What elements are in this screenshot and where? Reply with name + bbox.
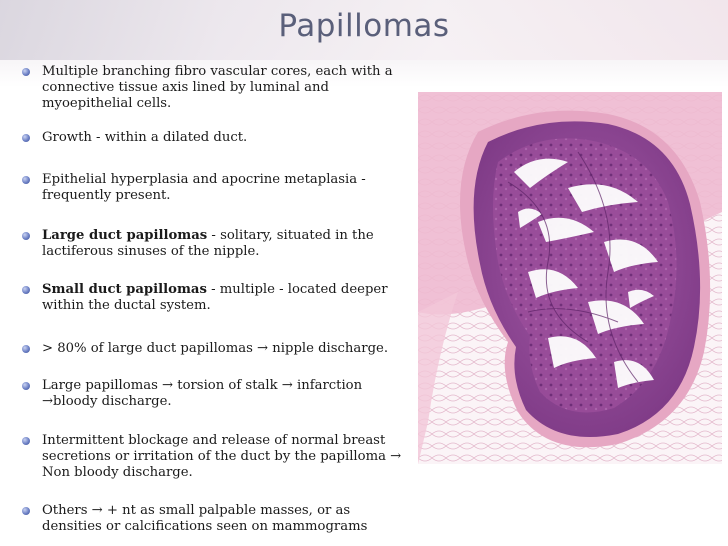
bullet-dot-icon xyxy=(22,382,30,390)
bullet-dot-icon xyxy=(22,232,30,240)
bullet-text: > 80% of large duct papillomas → nipple discharge. xyxy=(42,341,389,356)
bullet-item xyxy=(22,341,406,357)
bullet-dot-icon xyxy=(22,68,30,76)
bullet-dot-icon xyxy=(22,345,30,353)
bullet-text: Large papillomas → torsion of stalk → infarction →bloody discharge. xyxy=(42,378,363,409)
bullet-text: - solitary, situated in the lactiferous sinuses of the nipple. xyxy=(42,228,374,259)
bullet-text: Intermittent blockage and release of normal breast secretions or irritation of the duct by the papilloma → Non bloody discharge. xyxy=(42,433,402,480)
bullet-item xyxy=(22,64,406,112)
bullet-text: Growth - within a dilated duct. xyxy=(42,130,248,145)
slide-title: Papillomas xyxy=(278,8,450,44)
bullet-item xyxy=(22,172,406,204)
bullet-item xyxy=(22,503,406,535)
bullet-term: Small duct papillomas xyxy=(42,282,207,297)
papilloma-histology-image xyxy=(418,92,722,464)
bullet-term: Large duct papillomas xyxy=(42,228,208,243)
bullet-item xyxy=(22,130,406,146)
bullet-dot-icon xyxy=(22,286,30,294)
histology-micrograph xyxy=(418,92,722,464)
bullet-item xyxy=(22,433,406,481)
bullet-item xyxy=(22,228,406,260)
bullet-item xyxy=(22,282,406,314)
bullet-text: Multiple branching fibro vascular cores, each with a connective tissue axis lined by luminal and myoepithelial cells. xyxy=(42,64,393,111)
bullet-dot-icon xyxy=(22,507,30,515)
bullet-text: Others → + nt as small palpable masses, or as densities or calcifications seen on mammograms xyxy=(42,503,368,534)
bullet-dot-icon xyxy=(22,437,30,445)
bullet-text: - multiple - located deeper within the ductal system. xyxy=(42,282,388,313)
bullet-text: Epithelial hyperplasia and apocrine metaplasia - frequently present. xyxy=(42,172,366,203)
bullet-dot-icon xyxy=(22,134,30,142)
bullet-item xyxy=(22,378,406,410)
bullet-dot-icon xyxy=(22,176,30,184)
